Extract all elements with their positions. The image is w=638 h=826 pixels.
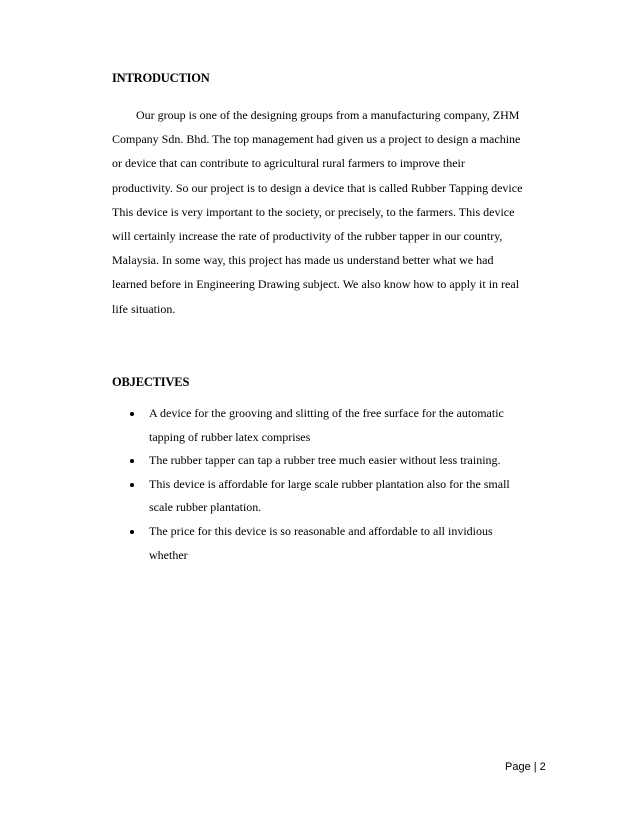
bullet-icon	[130, 530, 134, 534]
paragraph-line: Malaysia. In some way, this project has made us understand better what we had	[112, 253, 494, 268]
paragraph-line: productivity. So our project is to design a device that is called Rubber Tapping device	[112, 180, 523, 195]
paragraph-line: life situation.	[112, 301, 176, 316]
introduction-heading: INTRODUCTION	[112, 71, 210, 85]
bullet-icon	[130, 483, 134, 487]
list-item-line: This device is affordable for large scale rubber plantation also for the small	[149, 476, 510, 491]
list-item	[112, 449, 542, 473]
list-item-line: The price for this device is so reasonable and affordable to all invidious	[149, 523, 493, 538]
list-item-line: A device for the grooving and slitting of the free surface for the automatic	[149, 406, 504, 420]
objectives-heading: OBJECTIVES	[112, 375, 190, 389]
objectives-list	[112, 402, 542, 567]
list-item	[112, 402, 542, 449]
paragraph-line: Our group is one of the designing groups from a manufacturing company, ZHM	[136, 108, 520, 122]
list-item-line: The rubber tapper can tap a rubber tree much easier without less training.	[149, 453, 501, 468]
list-item-line: scale rubber plantation.	[149, 500, 262, 515]
page-number: Page | 2	[505, 761, 546, 773]
list-item-line: tapping of rubber latex comprises	[149, 429, 311, 444]
paragraph-line: Company Sdn. Bhd. The top management had given us a project to design a machine	[112, 132, 521, 147]
bullet-icon	[130, 459, 134, 463]
paragraph-line: or device that can contribute to agricultural rural farmers to improve their	[112, 156, 465, 171]
introduction-paragraph	[112, 103, 542, 321]
list-item	[112, 473, 542, 520]
paragraph-line: will certainly increase the rate of productivity of the rubber tapper in our country,	[112, 229, 503, 244]
paragraph-line: This device is very important to the society, or precisely, to the farmers. This device	[112, 204, 515, 219]
bullet-icon	[130, 412, 134, 416]
list-item-line: whether	[149, 547, 188, 562]
paragraph-line: learned before in Engineering Drawing subject. We also know how to apply it in real	[112, 277, 520, 292]
list-item	[112, 520, 542, 567]
